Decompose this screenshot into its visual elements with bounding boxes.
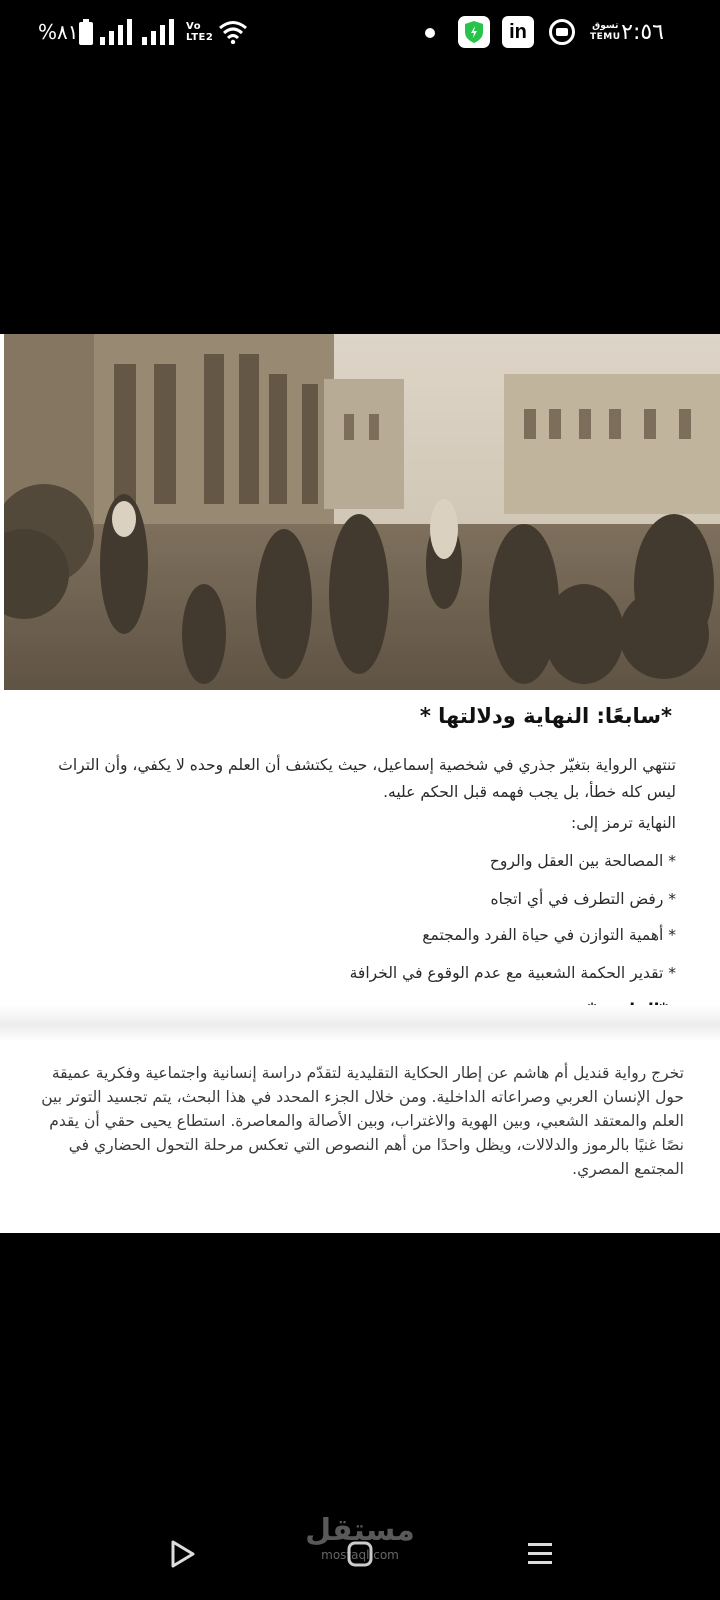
status-time: ٢:٥٦ [621, 19, 664, 45]
temu-app-icon [590, 16, 621, 48]
round-app-icon [549, 19, 575, 45]
shield-app-icon [458, 16, 490, 48]
play-icon[interactable] [158, 1530, 206, 1578]
page-fold-divider [0, 1005, 720, 1041]
navigation-bar [0, 1500, 720, 1600]
bullet-item: * رفض التطرف في أي اتجاه [490, 890, 676, 908]
volte-icon [186, 16, 213, 48]
bullet-item: * تقدير الحكمة الشعبية مع عدم الوقوع في الخرافة [349, 964, 676, 982]
battery-icon [78, 19, 94, 45]
volte-label-bottom: LTE2 [186, 32, 214, 43]
watermark-main: مستقل [305, 1513, 415, 1548]
linkedin-app-icon: in [502, 16, 534, 48]
conclusion-paragraph: تخرج رواية قنديل أم هاشم عن إطار الحكاية التقليدية لتقدّم دراسة إنسانية واجتماعية وفكرية عميقة حول الإنسان العربي وصراعاته الداخلية. ومن خلال الجزء المحدد في هذا البحث، يتم تجسيد التوتر بين العلم والمعتقد الشعبي، وبين الهوية والاغتراب، وبين الأصالة والمعاصرة. استطاع يحيى حقي أن يقدم نصًا غنيًا بالرموز والدلالات، ويظل واحدًا من أهم النصوص التي تعكس مرحلة التحول الحضاري في المجتمع المصري. [41, 1064, 684, 1178]
bullet-item: * المصالحة بين العقل والروح [489, 852, 676, 870]
temu-label-top: تسوق [592, 21, 619, 31]
ending-intro: النهاية ترمز إلى: [571, 814, 676, 832]
section-title: *سابعًا: النهاية ودلالتها * [419, 704, 672, 728]
notification-dot [425, 28, 435, 38]
signal-icon [100, 16, 134, 48]
menu-icon[interactable] [516, 1530, 564, 1578]
wifi-icon [218, 16, 248, 48]
status-bar [0, 0, 720, 64]
temu-label-bottom: TEMU [590, 32, 621, 42]
watermark-sub: mostaql.com [321, 1548, 399, 1562]
historic-cairo-street-photo [4, 334, 720, 690]
volte-label-top: Vo [186, 21, 202, 32]
ending-paragraph: تنتهي الرواية بتغيّر جذري في شخصية إسماعيل، حيث يكتشف أن العلم وحده لا يكفي، وأن التراث ليس كله خطأ، بل يجب فهمه قبل الحكم عليه. [58, 756, 676, 801]
signal-icon [142, 16, 176, 48]
bullet-item: * أهمية التوازن في حياة الفرد والمجتمع [422, 926, 676, 944]
battery-percentage: %٨١ [38, 20, 79, 44]
home-icon[interactable] [336, 1530, 384, 1578]
